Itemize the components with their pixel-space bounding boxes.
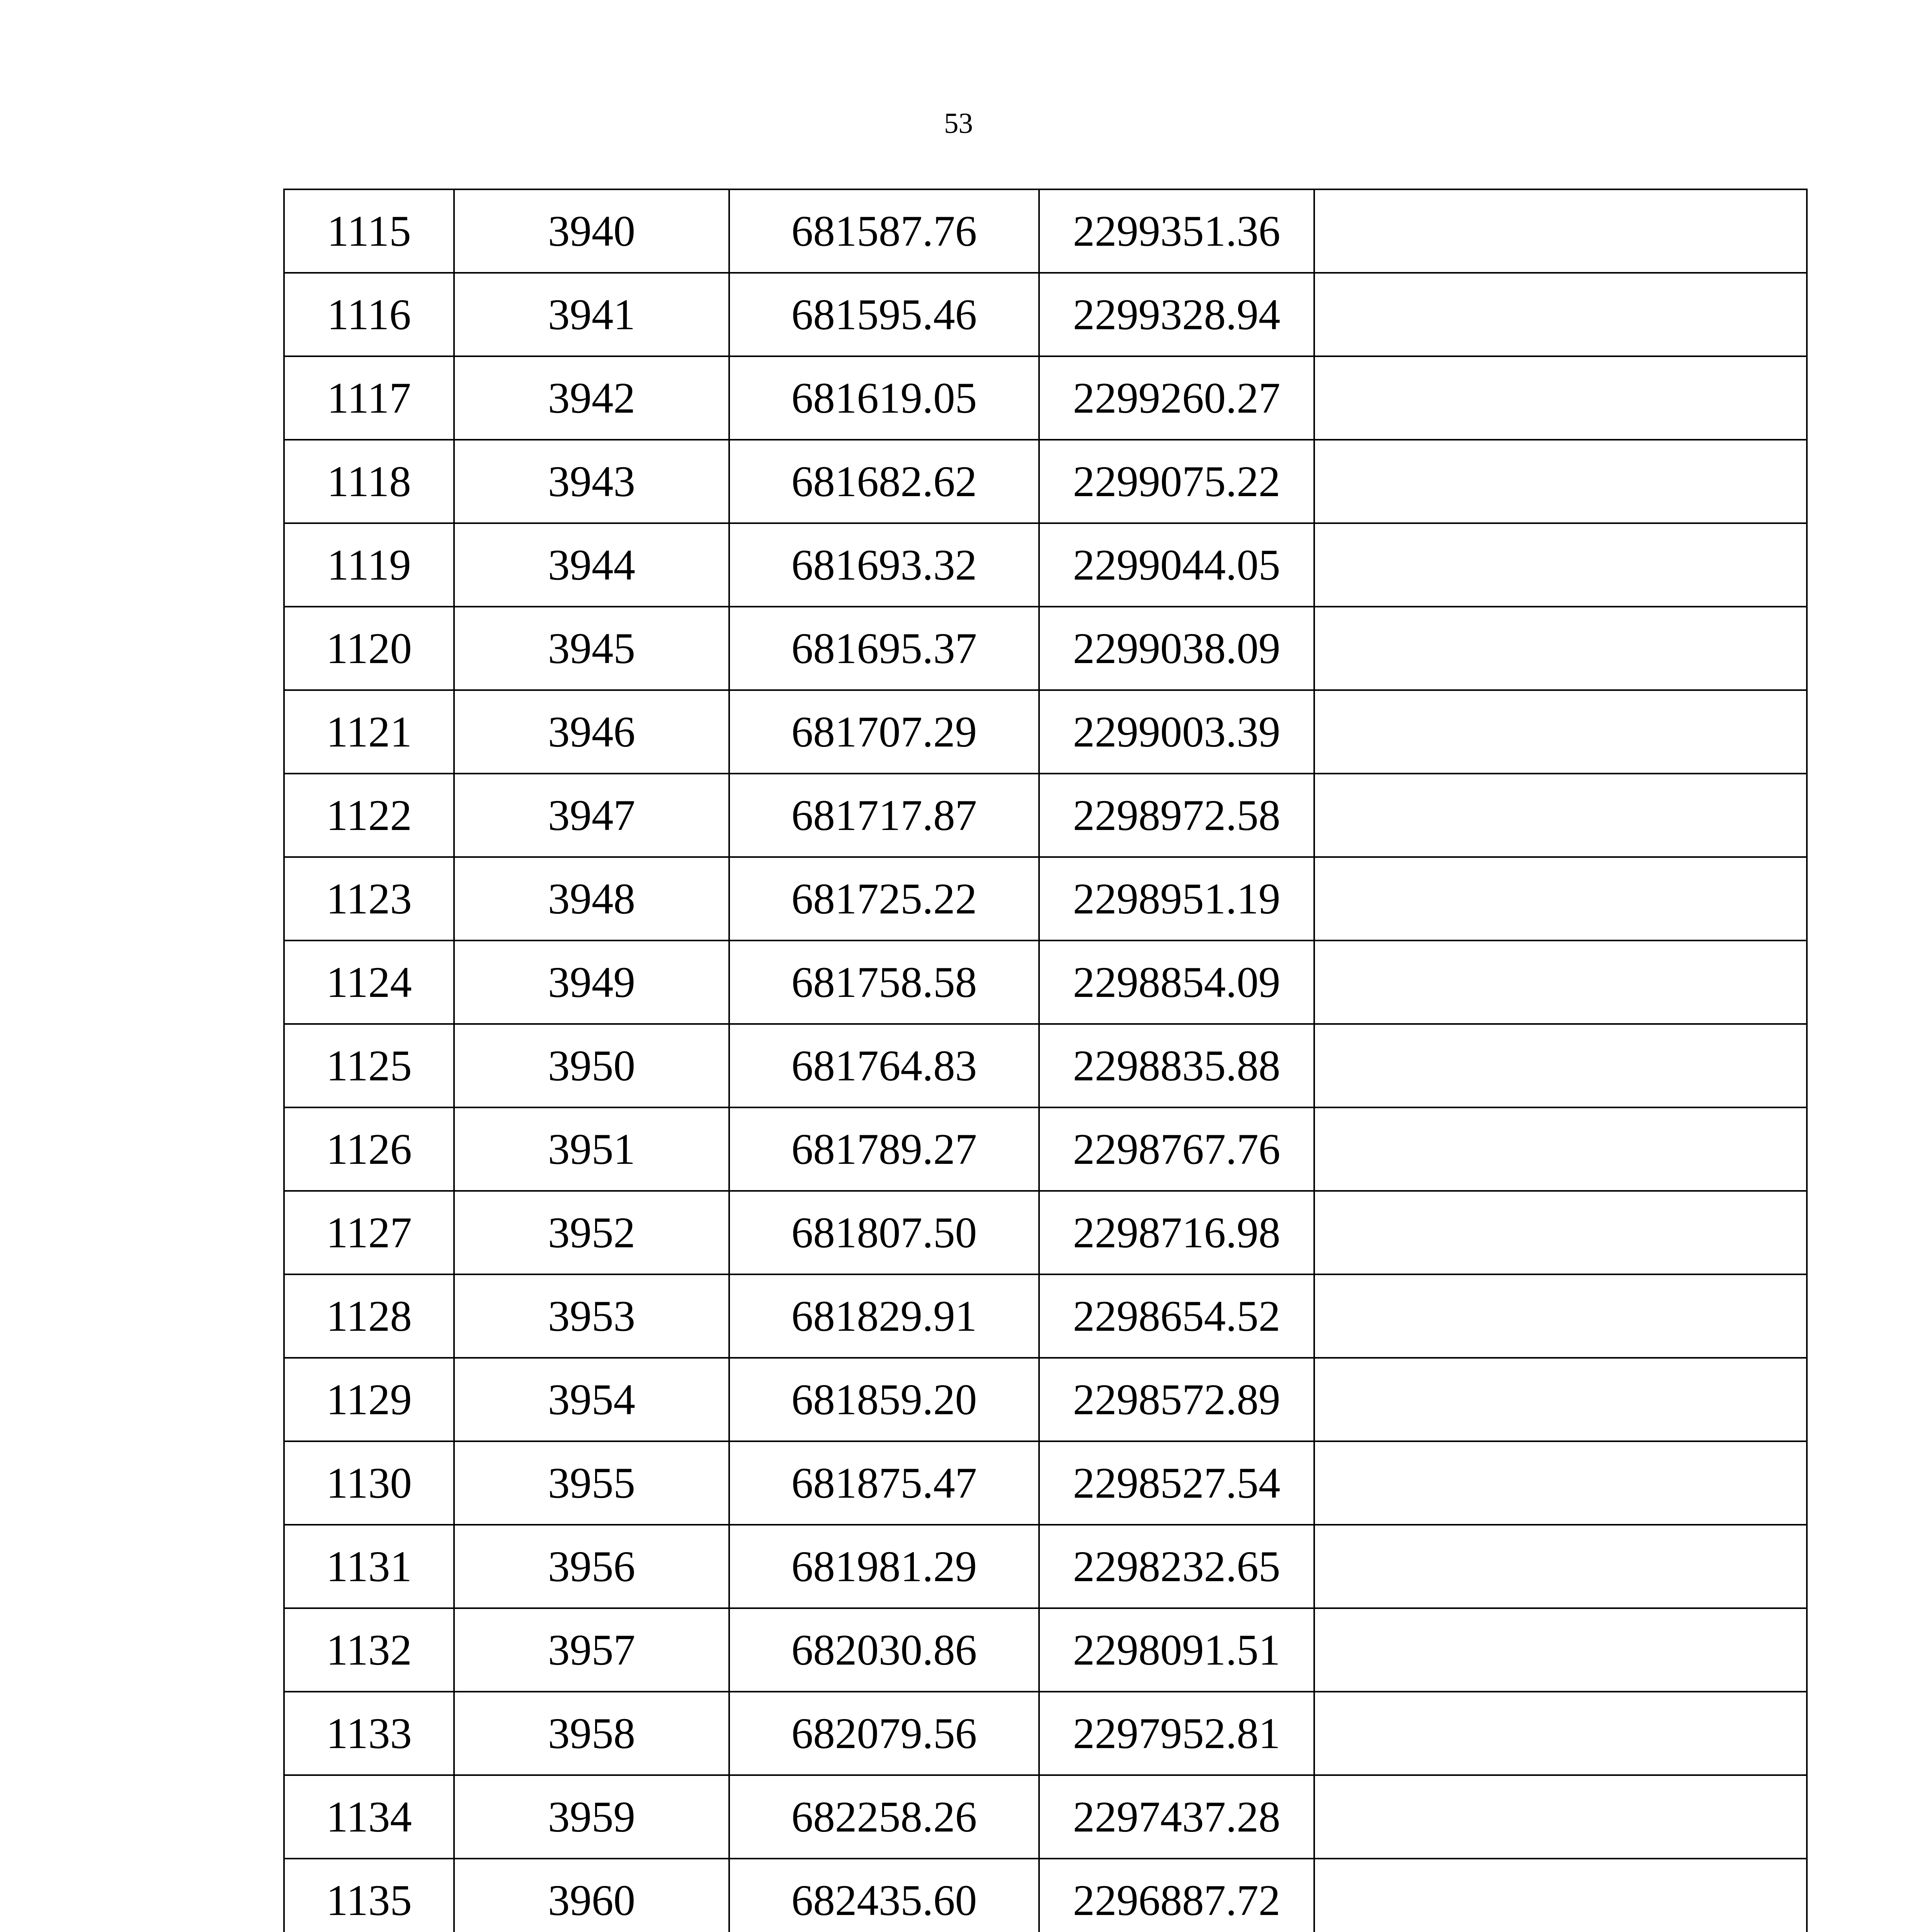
- y-coordinate-cell: 2299044.05: [1039, 523, 1314, 607]
- x-coordinate-cell: 682258.26: [729, 1775, 1039, 1859]
- row-index-cell: 1132: [284, 1608, 454, 1692]
- row-index-cell: 1116: [284, 273, 454, 356]
- remark-cell: [1314, 1525, 1807, 1608]
- point-id-cell: 3949: [454, 940, 729, 1024]
- table-row: [284, 273, 1807, 356]
- table-row: [284, 523, 1807, 607]
- table-row: [284, 857, 1807, 940]
- x-coordinate-cell: 681693.32: [729, 523, 1039, 607]
- row-index-cell: 1129: [284, 1358, 454, 1441]
- remark-cell: [1314, 1859, 1807, 1932]
- x-coordinate-cell: 681717.87: [729, 774, 1039, 857]
- remark-cell: [1314, 857, 1807, 940]
- y-coordinate-cell: 2298232.65: [1039, 1525, 1314, 1608]
- table-row: [284, 356, 1807, 440]
- x-coordinate-cell: 681695.37: [729, 607, 1039, 690]
- point-id-cell: 3944: [454, 523, 729, 607]
- x-coordinate-cell: 681682.62: [729, 440, 1039, 523]
- table-row: [284, 1525, 1807, 1608]
- row-index-cell: 1121: [284, 690, 454, 774]
- remark-cell: [1314, 440, 1807, 523]
- y-coordinate-cell: 2298835.88: [1039, 1024, 1314, 1107]
- point-id-cell: 3951: [454, 1107, 729, 1191]
- x-coordinate-cell: 681875.47: [729, 1441, 1039, 1525]
- point-id-cell: 3940: [454, 189, 729, 273]
- y-coordinate-cell: 2298716.98: [1039, 1191, 1314, 1274]
- x-coordinate-cell: 681707.29: [729, 690, 1039, 774]
- page-number: 53: [944, 107, 973, 139]
- coordinate-table-body: [284, 189, 1807, 1932]
- row-index-cell: 1124: [284, 940, 454, 1024]
- row-index-cell: 1126: [284, 1107, 454, 1191]
- remark-cell: [1314, 940, 1807, 1024]
- table-row: [284, 940, 1807, 1024]
- y-coordinate-cell: 2298767.76: [1039, 1107, 1314, 1191]
- row-index-cell: 1115: [284, 189, 454, 273]
- row-index-cell: 1127: [284, 1191, 454, 1274]
- y-coordinate-cell: 2296887.72: [1039, 1859, 1314, 1932]
- point-id-cell: 3958: [454, 1692, 729, 1775]
- remark-cell: [1314, 1274, 1807, 1358]
- remark-cell: [1314, 1441, 1807, 1525]
- remark-cell: [1314, 1608, 1807, 1692]
- table-row: [284, 1358, 1807, 1441]
- row-index-cell: 1125: [284, 1024, 454, 1107]
- x-coordinate-cell: 681725.22: [729, 857, 1039, 940]
- x-coordinate-cell: 682435.60: [729, 1859, 1039, 1932]
- point-id-cell: 3953: [454, 1274, 729, 1358]
- row-index-cell: 1120: [284, 607, 454, 690]
- remark-cell: [1314, 356, 1807, 440]
- x-coordinate-cell: 682030.86: [729, 1608, 1039, 1692]
- point-id-cell: 3954: [454, 1358, 729, 1441]
- x-coordinate-cell: 681595.46: [729, 273, 1039, 356]
- remark-cell: [1314, 523, 1807, 607]
- row-index-cell: 1118: [284, 440, 454, 523]
- x-coordinate-cell: 681764.83: [729, 1024, 1039, 1107]
- row-index-cell: 1128: [284, 1274, 454, 1358]
- x-coordinate-cell: 681981.29: [729, 1525, 1039, 1608]
- y-coordinate-cell: 2298091.51: [1039, 1608, 1314, 1692]
- coordinate-table: [283, 189, 1808, 1932]
- point-id-cell: 3950: [454, 1024, 729, 1107]
- y-coordinate-cell: 2299328.94: [1039, 273, 1314, 356]
- point-id-cell: 3945: [454, 607, 729, 690]
- y-coordinate-cell: 2298572.89: [1039, 1358, 1314, 1441]
- remark-cell: [1314, 273, 1807, 356]
- point-id-cell: 3960: [454, 1859, 729, 1932]
- point-id-cell: 3943: [454, 440, 729, 523]
- x-coordinate-cell: 681587.76: [729, 189, 1039, 273]
- y-coordinate-cell: 2299260.27: [1039, 356, 1314, 440]
- x-coordinate-cell: 681859.20: [729, 1358, 1039, 1441]
- row-index-cell: 1117: [284, 356, 454, 440]
- x-coordinate-cell: 681829.91: [729, 1274, 1039, 1358]
- point-id-cell: 3948: [454, 857, 729, 940]
- remark-cell: [1314, 1775, 1807, 1859]
- row-index-cell: 1122: [284, 774, 454, 857]
- remark-cell: [1314, 1107, 1807, 1191]
- y-coordinate-cell: 2298654.52: [1039, 1274, 1314, 1358]
- table-row: [284, 1441, 1807, 1525]
- remark-cell: [1314, 189, 1807, 273]
- remark-cell: [1314, 1692, 1807, 1775]
- point-id-cell: 3942: [454, 356, 729, 440]
- table-row: [284, 1274, 1807, 1358]
- remark-cell: [1314, 1358, 1807, 1441]
- table-row: [284, 607, 1807, 690]
- table-row: [284, 1608, 1807, 1692]
- remark-cell: [1314, 690, 1807, 774]
- table-row: [284, 690, 1807, 774]
- point-id-cell: 3957: [454, 1608, 729, 1692]
- y-coordinate-cell: 2299351.36: [1039, 189, 1314, 273]
- table-row: [284, 1191, 1807, 1274]
- row-index-cell: 1119: [284, 523, 454, 607]
- table-row: [284, 440, 1807, 523]
- row-index-cell: 1130: [284, 1441, 454, 1525]
- y-coordinate-cell: 2298951.19: [1039, 857, 1314, 940]
- table-row: [284, 1107, 1807, 1191]
- x-coordinate-cell: 681758.58: [729, 940, 1039, 1024]
- row-index-cell: 1133: [284, 1692, 454, 1775]
- table-row: [284, 189, 1807, 273]
- row-index-cell: 1123: [284, 857, 454, 940]
- y-coordinate-cell: 2297437.28: [1039, 1775, 1314, 1859]
- x-coordinate-cell: 681807.50: [729, 1191, 1039, 1274]
- x-coordinate-cell: 681619.05: [729, 356, 1039, 440]
- table-row: [284, 1859, 1807, 1932]
- point-id-cell: 3947: [454, 774, 729, 857]
- x-coordinate-cell: 681789.27: [729, 1107, 1039, 1191]
- y-coordinate-cell: 2299075.22: [1039, 440, 1314, 523]
- y-coordinate-cell: 2298854.09: [1039, 940, 1314, 1024]
- remark-cell: [1314, 1191, 1807, 1274]
- y-coordinate-cell: 2299038.09: [1039, 607, 1314, 690]
- x-coordinate-cell: 682079.56: [729, 1692, 1039, 1775]
- row-index-cell: 1131: [284, 1525, 454, 1608]
- remark-cell: [1314, 1024, 1807, 1107]
- row-index-cell: 1135: [284, 1859, 454, 1932]
- point-id-cell: 3952: [454, 1191, 729, 1274]
- y-coordinate-cell: 2298527.54: [1039, 1441, 1314, 1525]
- table-row: [284, 1692, 1807, 1775]
- point-id-cell: 3956: [454, 1525, 729, 1608]
- y-coordinate-cell: 2299003.39: [1039, 690, 1314, 774]
- table-row: [284, 1024, 1807, 1107]
- point-id-cell: 3955: [454, 1441, 729, 1525]
- point-id-cell: 3941: [454, 273, 729, 356]
- remark-cell: [1314, 774, 1807, 857]
- y-coordinate-cell: 2297952.81: [1039, 1692, 1314, 1775]
- table-row: [284, 1775, 1807, 1859]
- remark-cell: [1314, 607, 1807, 690]
- row-index-cell: 1134: [284, 1775, 454, 1859]
- point-id-cell: 3946: [454, 690, 729, 774]
- point-id-cell: 3959: [454, 1775, 729, 1859]
- table-row: [284, 774, 1807, 857]
- y-coordinate-cell: 2298972.58: [1039, 774, 1314, 857]
